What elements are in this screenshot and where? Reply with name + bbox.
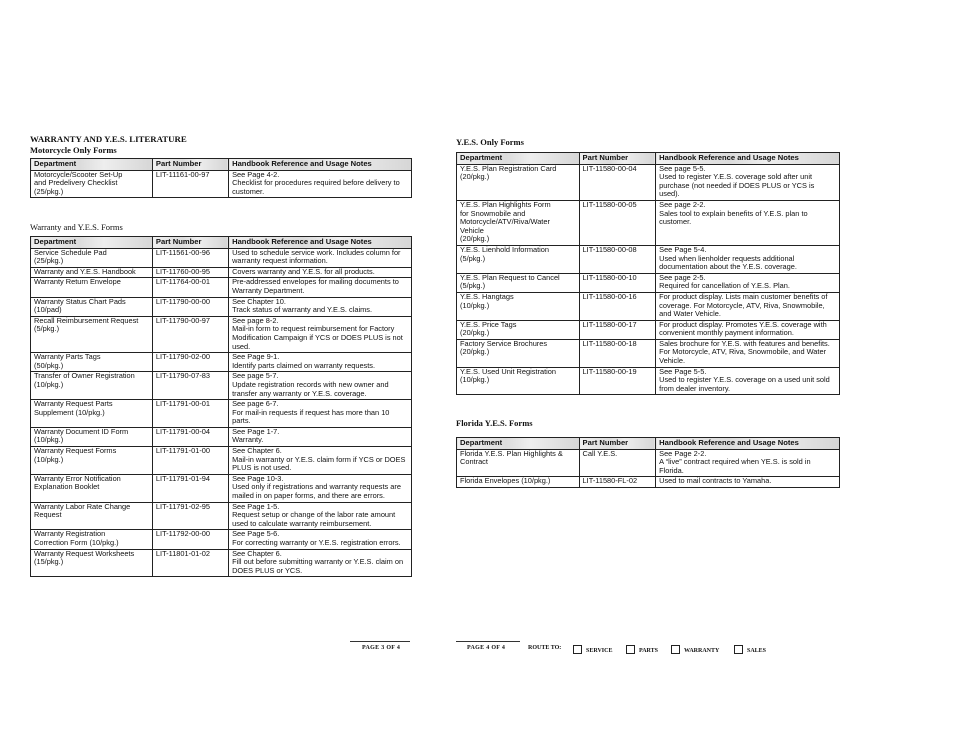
department-cell-line: Warranty Request Parts [34,399,113,409]
department-cell-line: Y.E.S. Plan Request to Cancel [460,272,560,282]
motorcycle-only-forms-table [30,158,412,198]
department-cell [457,164,580,200]
notes-cell-line: See Page 2-2. [659,448,707,458]
part-number-cell: LIT-11580-00-04 [579,164,656,200]
department-cell [31,400,153,428]
route-service-checkbox[interactable] [573,645,612,654]
department-cell-line: Warranty Status Chart Pads [34,296,126,306]
department-cell [31,474,153,502]
table-row [457,339,840,367]
part-number-cell: LIT-11791-01-00 [152,447,228,475]
table-row [31,297,412,316]
department-cell [31,502,153,530]
notes-cell-line: See Chapter 6. [232,446,282,456]
column-header: Part Number [152,237,228,249]
table-row [457,292,840,320]
page-number-left: PAGE 3 OF 4 [362,645,401,651]
department-cell-line: Recall Reimbursement Request [34,315,139,325]
department-cell-line: Warranty Request Worksheets [34,548,135,558]
department-cell [31,530,153,549]
department-cell [457,320,580,339]
notes-cell-line: Sales brochure for Y.E.S. with features and benefits. For Motorcycle, ATV, Riva, Snowmobile, and Water Vehicle. [659,338,830,366]
notes-cell-line: See Page 10-3. [232,473,284,483]
table-row [31,474,412,502]
department-cell-line: Warranty Document ID Form [34,426,129,436]
footer-rule [350,641,410,642]
table-row [457,245,840,273]
notes-cell-line: See page 5-7. [232,371,279,381]
part-number-cell: LIT-11580-FL-02 [579,477,656,488]
department-cell-line: Contract [460,457,488,467]
notes-cell [229,353,412,372]
table-row [457,367,840,395]
route-option-label: SALES [747,648,767,654]
route-option-label: SERVICE [586,648,613,654]
department-cell [31,427,153,446]
table-row [31,447,412,475]
warranty-yes-forms-table [30,236,412,577]
notes-cell-line: Used to mail contracts to Yamaha. [659,476,772,486]
department-cell-line: Warranty Error Notification [34,473,121,483]
department-cell-line: Motorcycle/Scooter Set-Up [34,169,123,179]
notes-cell-line: For mail-in requests if request has more than 10 parts. [232,407,390,426]
department-cell-line: Florida Y.E.S. Plan Highlights & [460,448,563,458]
part-number-cell: Call Y.E.S. [579,449,656,477]
notes-cell-line: For product display. Promotes Y.E.S. coverage with convenient monthly payment information. [659,319,827,338]
department-cell [31,372,153,400]
table-row [457,477,840,488]
part-number-cell: LIT-11790-00-97 [152,316,228,352]
department-cell-line: (20/pkg.) [460,172,490,182]
checkbox-icon[interactable] [734,645,743,654]
part-number-cell: LIT-11580-00-19 [579,367,656,395]
department-cell [31,170,153,198]
department-cell-line: Warranty Labor Rate Change [34,501,131,511]
notes-cell [656,320,840,339]
department-cell [31,297,153,316]
department-cell-line: (50/pkg.) [34,360,64,370]
route-option-label: PARTS [639,648,659,654]
notes-cell [229,278,412,297]
department-cell [457,449,580,477]
section-title: Florida Y.E.S. Forms [456,418,533,428]
column-header: Department [457,438,580,450]
checkbox-icon[interactable] [671,645,680,654]
table-header-row [31,159,412,171]
notes-cell-line: For product display. Lists main customer benefits of coverage. For Motorcycle, ATV, Riva, Snowmobile, and Water Vehicle. [659,291,828,319]
notes-cell [229,170,412,198]
department-cell-line: Warranty Return Envelope [34,277,121,287]
route-parts-checkbox[interactable] [626,645,658,654]
column-header: Handbook Reference and Usage Notes [656,153,840,165]
notes-cell [229,316,412,352]
department-cell [31,248,153,267]
department-cell-line: Factory Service Brochures [460,338,548,348]
part-number-cell: LIT-11791-00-04 [152,427,228,446]
part-number-cell: LIT-11764-00-01 [152,278,228,297]
table-row [31,372,412,400]
notes-cell-line: Identify parts claimed on warranty requests. [232,360,376,370]
notes-cell-line: Used to schedule service work. Includes column for warranty request information. [232,247,401,266]
part-number-cell: LIT-11791-01-94 [152,474,228,502]
table-row [457,164,840,200]
florida-yes-forms-table [456,437,840,488]
notes-cell-line: See page 8-2. [232,315,279,325]
part-number-cell: LIT-11790-07-83 [152,372,228,400]
notes-cell-line: Pre-addressed envelopes for mailing documents to Warranty Department. [232,277,399,295]
notes-cell-line: For correcting warranty or Y.E.S. registration errors. [232,538,401,547]
table-row [31,353,412,372]
notes-cell [656,292,840,320]
department-cell [457,367,580,395]
part-number-cell: LIT-11792-00-00 [152,530,228,549]
department-cell [457,339,580,367]
section-title: Y.E.S. Only Forms [456,137,524,147]
table-row [31,427,412,446]
part-number-cell: LIT-11580-00-05 [579,200,656,245]
notes-cell [229,502,412,530]
notes-cell-line: See Page 5-6. [232,529,280,539]
notes-cell-line: See Page 5-4. [659,244,707,254]
notes-cell-line: A “live” contract required when YE.S. is sold in Florida. [659,457,811,475]
notes-cell [656,367,840,395]
notes-cell-line: See page 5-5. [659,163,706,173]
table-row [31,278,412,297]
department-cell-line: and Predelivery Checklist [34,178,118,188]
department-cell-line: (10/pad) [34,305,62,315]
notes-cell-line: Used only if registrations and warranty requests are mailed in on paper forms, and there are errors. [232,482,401,501]
notes-cell-line: Sales tool to explain benefits of Y.E.S. plan to customer. [659,208,808,227]
department-cell [31,353,153,372]
department-cell-line: (10/pkg.) [34,454,64,464]
notes-cell [229,267,412,278]
checkbox-icon[interactable] [573,645,582,654]
section-title: Motorcycle Only Forms [30,145,117,155]
notes-cell [656,477,840,488]
department-cell-line: (10/pkg.) [460,300,490,310]
department-cell [31,549,153,577]
part-number-cell: LIT-11561-00-96 [152,248,228,267]
department-cell-line: Warranty and Y.E.S. Handbook [34,266,136,276]
notes-cell-line: Mail-in warranty or Y.E.S. claim form if YCS or DOES PLUS is not used. [232,454,406,473]
table-row [31,502,412,530]
department-cell-line: (5/pkg.) [34,324,60,334]
department-cell-line: Explanation Booklet [34,482,100,492]
department-cell [31,267,153,278]
page-number-right: PAGE 4 OF 4 [467,645,506,651]
department-cell-line: Motorcycle/ATV/Riva/Water [460,217,550,227]
column-header: Handbook Reference and Usage Notes [656,438,840,450]
notes-cell [656,339,840,367]
table-row [31,267,412,278]
department-cell-line: (15/pkg.) [34,557,64,567]
notes-cell-line: Request setup or change of the labor rate amount used to calculate warranty reimbursement. [232,510,396,528]
part-number-cell: LIT-11790-02-00 [152,353,228,372]
department-cell [457,273,580,292]
table-row [31,549,412,577]
department-cell-line: Vehicle [460,225,484,235]
notes-cell [229,549,412,577]
department-cell-line: (20/pkg.) [460,234,490,244]
department-cell [457,200,580,245]
department-cell [31,447,153,475]
table-row [31,530,412,549]
notes-cell-line: See page 2-5. [659,272,706,282]
table-header-row [31,237,412,249]
department-cell-line: (25/pkg.) [34,186,64,196]
notes-cell [229,447,412,475]
notes-cell-line: See page 6-7. [232,399,279,409]
department-cell-line: (10/pkg.) [460,375,490,385]
part-number-cell: LIT-11801-01-02 [152,549,228,577]
notes-cell [229,297,412,316]
department-cell-line: Y.E.S. Price Tags [460,319,517,329]
notes-cell-line: Update registration records with new owner and transfer any warranty or Y.E.S. coverage. [232,379,389,398]
table-header-row [457,438,840,450]
footer-rule [456,641,520,642]
column-header: Department [31,159,153,171]
notes-cell-line: Warranty. [232,435,264,445]
part-number-cell: LIT-11580-00-16 [579,292,656,320]
department-cell [457,245,580,273]
notes-cell [229,530,412,549]
notes-cell [656,164,840,200]
notes-cell-line: See Page 9-1. [232,352,280,362]
notes-cell-line: Used to register Y.E.S. coverage on a used unit sold from dealer inventory. [659,375,830,393]
department-cell-line: (5/pkg.) [460,281,486,291]
column-header: Department [457,153,580,165]
notes-cell [229,372,412,400]
notes-cell-line: See Chapter 10. [232,296,286,306]
notes-cell [229,474,412,502]
department-cell-line: Y.E.S. Used Unit Registration [460,366,556,376]
department-cell-line: Y.E.S. Plan Highlights Form [460,199,551,209]
left-page-heading: WARRANTY AND Y.E.S. LITERATURE [30,134,187,144]
notes-cell-line: See Chapter 6. [232,548,282,558]
checkbox-icon[interactable] [626,645,635,654]
route-option-label: WARRANTY [684,648,720,654]
part-number-cell: LIT-11580-00-17 [579,320,656,339]
department-cell-line: (25/pkg.) [34,256,64,266]
column-header: Department [31,237,153,249]
department-cell-line: Supplement (10/pkg.) [34,407,105,417]
table-row [31,316,412,352]
table-row [31,248,412,267]
notes-cell-line: Checklist for procedures required before delivery to customer. [232,178,400,196]
part-number-cell: LIT-11580-00-10 [579,273,656,292]
table-row [457,273,840,292]
notes-cell-line: Mail-in form to request reimbursement for Factory Modification Campaign if YCS or DOES PLUS is not used. [232,324,403,351]
department-cell-line: Transfer of Owner Registration [34,371,135,381]
part-number-cell: LIT-11791-00-01 [152,400,228,428]
route-warranty-checkbox[interactable] [671,645,719,654]
column-header: Handbook Reference and Usage Notes [229,237,412,249]
notes-cell [656,245,840,273]
part-number-cell: LIT-11790-00-00 [152,297,228,316]
department-cell-line: Florida Envelopes (10/pkg.) [460,476,551,486]
department-cell-line: (20/pkg.) [460,347,490,357]
department-cell [31,278,153,297]
notes-cell-line: See page 2-2. [659,199,706,209]
notes-cell-line: See Page 5-5. [659,366,707,376]
department-cell-line: (20/pkg.) [460,328,490,338]
department-cell-line: Request [34,510,62,520]
column-header: Part Number [579,438,656,450]
department-cell-line: Y.E.S. Lienhold Information [460,244,550,254]
section-title: Warranty and Y.E.S. Forms [30,222,123,232]
department-cell [457,292,580,320]
department-cell-line: Warranty Parts Tags [34,352,101,362]
department-cell-line: Y.E.S. Plan Registration Card [460,163,557,173]
department-cell-line: (5/pkg.) [460,253,486,263]
route-to-label: ROUTE TO: [528,645,562,651]
column-header: Handbook Reference and Usage Notes [229,159,412,171]
department-cell-line: Service Schedule Pad [34,247,107,257]
department-cell-line: (10/pkg.) [34,379,64,389]
notes-cell-line: Used when lienholder requests additional documentation about the Y.E.S. coverage. [659,253,797,272]
table-row [457,320,840,339]
part-number-cell: LIT-11791-02-95 [152,502,228,530]
column-header: Part Number [152,159,228,171]
table-row [31,170,412,198]
notes-cell-line: See Page 1-5. [232,501,280,511]
part-number-cell: LIT-11760-00-95 [152,267,228,278]
part-number-cell: LIT-11161-00-97 [152,170,228,198]
yes-only-forms-table [456,152,840,395]
column-header: Part Number [579,153,656,165]
notes-cell-line: Used to register Y.E.S. coverage sold after unit purchase (not needed if DOES PLUS or YCS is used). [659,172,815,199]
table-header-row [457,153,840,165]
notes-cell-line: Covers warranty and Y.E.S. for all products. [232,266,375,276]
department-cell-line: Warranty Registration [34,529,106,539]
department-cell-line: Correction Form (10/pkg.) [34,538,119,547]
notes-cell-line: Required for cancellation of Y.E.S. Plan. [659,281,790,291]
department-cell [31,316,153,352]
part-number-cell: LIT-11580-00-08 [579,245,656,273]
notes-cell [656,200,840,245]
notes-cell-line: See Page 4-2. [232,169,280,179]
route-sales-checkbox[interactable] [734,645,766,654]
department-cell-line: for Snowmobile and [460,208,526,218]
table-row [457,449,840,477]
notes-cell [229,400,412,428]
notes-cell-line: Fill out before submitting warranty or Y.E.S. claim on DOES PLUS or YCS. [232,557,404,575]
department-cell-line: Warranty Request Forms [34,446,117,456]
notes-cell-line: Track status of warranty and Y.E.S. claims. [232,305,373,315]
notes-cell [229,427,412,446]
notes-cell [229,248,412,267]
notes-cell-line: See Page 1-7. [232,426,280,436]
table-row [457,200,840,245]
notes-cell [656,449,840,477]
department-cell-line: (10/pkg.) [34,435,64,445]
department-cell [457,477,580,488]
notes-cell [656,273,840,292]
department-cell-line: Y.E.S. Hangtags [460,291,514,301]
part-number-cell: LIT-11580-00-18 [579,339,656,367]
table-row [31,400,412,428]
